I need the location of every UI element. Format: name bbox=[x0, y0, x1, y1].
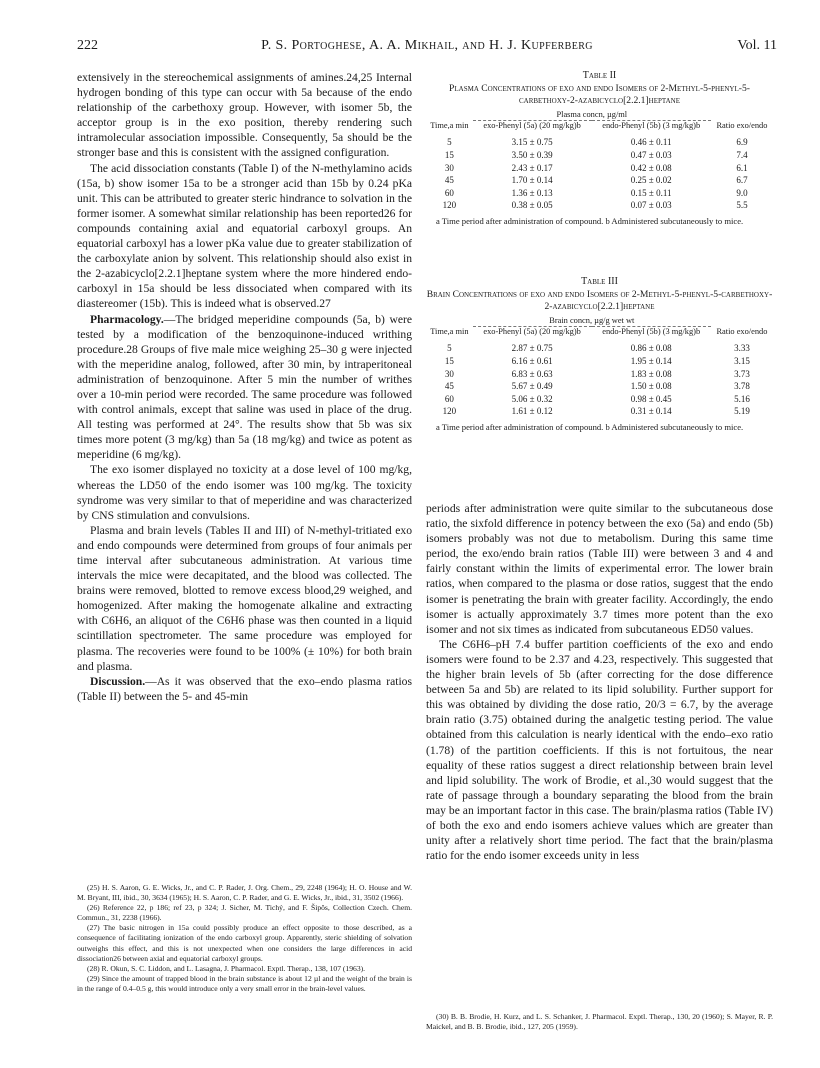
table-cell: 1.70 ± 0.14 bbox=[511, 175, 553, 186]
footnote: (27) The basic nitrogen in 15a could possibly produce an effect opposite to those described, as a consequence of facilitating ionization of the endo carboxyl group. Apparently, steric shielding of solvation outweighs this effect, and this is not unexpected when one considers the large differences in acid dissociation26 between axial and equatorial carboxyl groups. bbox=[77, 923, 412, 963]
left-footnotes bbox=[77, 883, 412, 994]
table-row bbox=[426, 187, 773, 200]
footnote: (28) R. Okun, S. C. Liddon, and L. Lasagna, J. Pharmacol. Exptl. Therap., 138, 107 (1963). bbox=[87, 963, 366, 973]
table-iii bbox=[426, 276, 773, 433]
table-cell: 1.95 ± 0.14 bbox=[630, 356, 672, 366]
table-cell: 5 bbox=[447, 343, 452, 354]
table-cell: 2.87 ± 0.75 bbox=[511, 343, 553, 354]
table-number: Table III bbox=[581, 276, 618, 287]
table-cell: 0.25 ± 0.02 bbox=[630, 175, 672, 186]
table-cell: 5.06 ± 0.32 bbox=[511, 393, 553, 404]
table-row bbox=[426, 355, 773, 368]
paragraph bbox=[77, 674, 412, 704]
paragraph: Plasma and brain levels (Tables II and III) of N-methyl-tritiated exo and endo compounds were determined from groups of four animals per time interval after subcutaneous administration. At various time intervals the mice were decapitated, and the blood was collected. The brains were removed, blotted to remove excess blood,29 weighed, and homogenized. After making the homogenate alkaline and extracting with C6H6, an aliquot of the C6H6 phase was then counted in a liquid scintillation spectrometer. The same procedure was employed for plasma. The recoveries were found to be 100% (± 10%) for both brain and plasma. bbox=[77, 523, 412, 673]
table-cell: 15 bbox=[444, 150, 454, 160]
column-header: Ratio exo/endo bbox=[716, 327, 768, 337]
table-cell: 5.16 bbox=[734, 393, 750, 404]
table-cell: 6.1 bbox=[736, 162, 748, 173]
column-header: Time,a min bbox=[430, 121, 469, 131]
table-row bbox=[426, 199, 773, 212]
left-column bbox=[77, 70, 412, 704]
data-table bbox=[426, 316, 773, 418]
table-cell: 0.31 ± 0.14 bbox=[630, 406, 672, 417]
group-header: Brain concn, µg/g wet wt bbox=[473, 316, 711, 327]
table-cell: 3.15 bbox=[734, 356, 750, 366]
table-cell: 3.33 bbox=[734, 343, 750, 354]
table-cell: 3.50 ± 0.39 bbox=[511, 150, 553, 160]
table-cell: 15 bbox=[444, 356, 454, 366]
footnote: (26) Reference 22, p 186; ref 23, p 324; J. Sicher, M. Tichý, and F. Šipŏs, Collection Czech. Chem. Commun., 31, 2238 (1966). bbox=[77, 903, 412, 923]
paragraph bbox=[77, 312, 412, 463]
table-cell: 0.42 ± 0.08 bbox=[630, 162, 672, 173]
right-footnotes bbox=[426, 1012, 773, 1032]
table-row bbox=[426, 380, 773, 393]
table-cell: 0.15 ± 0.11 bbox=[630, 187, 672, 198]
column-header: exo-Phenyl (5a) (20 mg/kg)b bbox=[483, 121, 581, 131]
table-cell: 120 bbox=[442, 200, 457, 211]
running-head bbox=[77, 38, 777, 56]
column-header: endo-Phenyl (5b) (3 mg/kg)b bbox=[602, 327, 701, 337]
table-cell: 5.19 bbox=[734, 406, 750, 417]
table-row bbox=[426, 337, 773, 355]
table-cell: 60 bbox=[444, 187, 454, 198]
column-header: Time,a min bbox=[430, 327, 469, 337]
table-cell: 0.38 ± 0.05 bbox=[511, 200, 553, 211]
table-cell: 2.43 ± 0.17 bbox=[511, 162, 553, 173]
table-cell: 0.47 ± 0.03 bbox=[630, 150, 672, 160]
table-ii bbox=[426, 70, 773, 227]
footnote: (25) H. S. Aaron, G. E. Wicks, Jr., and C. P. Rader, J. Org. Chem., 29, 2248 (1964); H. O. House and W. M. Bryant, III, ibid., 30, 3634 (1965); H. S. Aaron, C. P. Rader, and G. E. Wicks, Jr., ibid., 31, 3502 (1966). bbox=[77, 883, 412, 903]
table-cell: 5.67 ± 0.49 bbox=[511, 381, 553, 392]
table-cell: 45 bbox=[444, 381, 454, 392]
table-cell: 3.78 bbox=[734, 381, 750, 392]
table-cell: 5 bbox=[447, 137, 452, 148]
table-row bbox=[426, 162, 773, 175]
table-cell: 0.07 ± 0.03 bbox=[630, 200, 672, 211]
running-authors: P. S. Portoghese, A. A. Mikhail, and H. J. Kupferberg bbox=[261, 38, 593, 53]
table-cell: 60 bbox=[444, 393, 454, 404]
table-cell: 30 bbox=[444, 368, 454, 379]
table-cell: 1.83 ± 0.08 bbox=[630, 368, 672, 379]
table-cell: 7.4 bbox=[736, 150, 748, 160]
table-cell: 0.46 ± 0.11 bbox=[630, 137, 672, 148]
table-cell: 6.16 ± 0.61 bbox=[511, 356, 553, 366]
table-cell: 3.73 bbox=[734, 368, 750, 379]
footnote: (30) B. B. Brodie, H. Kurz, and L. S. Schanker, J. Pharmacol. Exptl. Therap., 130, 20 (1960); S. Mayer, R. P. Maickel, and B. B. Brodie, ibid., 127, 205 (1959). bbox=[426, 1012, 773, 1032]
table-cell: 1.36 ± 0.13 bbox=[511, 187, 553, 198]
paragraph: The exo isomer displayed no toxicity at a dose level of 100 mg/kg, whereas the LD50 of the endo isomer was 100 mg/kg. The toxicity syndrome was very similar to that of meperidine and was characterized by CNS stimulation and convulsions. bbox=[77, 463, 412, 522]
paragraph: extensively in the stereochemical assignments of amines.24,25 Internal hydrogen bonding of this type can occur with 5a because of the endo relationship of the carbethoxy group. However, with isomer 5b, the acceptor group is in the exo position, thereby rendering such intramolecular association impossible. Consequently, 5a should be the stronger base and this is consistent with the assigned configuration. bbox=[77, 71, 412, 160]
paragraph-text: —As it was observed that the exo–endo plasma ratios (Table II) between the 5- and 45-min bbox=[77, 674, 412, 703]
table-row bbox=[426, 149, 773, 162]
table-cell: 1.50 ± 0.08 bbox=[630, 381, 672, 392]
table-cell: 1.61 ± 0.12 bbox=[511, 406, 553, 417]
table-cell: 45 bbox=[444, 175, 454, 186]
table-footnote: a Time period after administration of compound. b Administered subcutaneously to mice. bbox=[436, 215, 744, 226]
table-cell: 0.98 ± 0.45 bbox=[630, 393, 672, 404]
table-cell: 0.86 ± 0.08 bbox=[630, 343, 672, 354]
table-cell: 6.9 bbox=[736, 137, 748, 148]
table-row bbox=[426, 368, 773, 381]
table-caption: Plasma Concentrations of exo and endo Isomers of 2-Methyl-5-phenyl-5-carbethoxy-2-azabicyclo[2.2.1]heptane bbox=[449, 83, 750, 107]
right-column bbox=[426, 501, 773, 863]
paragraph: The C6H6–pH 7.4 buffer partition coefficients of the exo and endo isomers were found to be 2.37 and 4.23, respectively. This suggested that the higher brain levels of 5b (after correcting for the dose difference between 5a and 5b) are related to its lipid solubility. Further support for this was obtained by dividing the dose ratio, 20/3 = 6.7, by the average brain ratio (3.75) obtained during the analgetic testing period. The value obtained from this calculation is nearly identical with the endo–exo ratio (1.78) of the partition coefficients. If this is not fortuitous, the near equality of these ratios suggest a direct relationship between brain level and lipid solubility. The work of Brodie, et al.,30 would suggest that the rate of passage through a boundary separating the blood from the brain may be an important factor in this case. The brain/plasma ratios (Table IV) of both the exo and endo isomers achieve values which are greater than unity after a relatively short time period. The fact that the brain/plasma ratio for the endo isomer exceeds unity in less bbox=[426, 637, 773, 863]
column-header: Ratio exo/endo bbox=[716, 121, 768, 131]
paragraph-text: —The bridged meperidine compounds (5a, b) were tested by a modification of the benzoquinone-induced writhing procedure.28 Groups of five male mice weighing 25–30 g were injected with the meperidine analog, followed, after 30 min, by intraperitoneal administration of benzoquinone. After 5 min the number of writhes over a 10-min period were recorded. The same procedure was followed with control animals, except that saline was used in place of the drug. All testing was performed at 24°. The results show that 5b was six times more potent (3 mg/kg) than 5a (18 mg/kg) and twice as potent as meperidine (6 mg/kg). bbox=[77, 312, 412, 462]
table-row bbox=[426, 174, 773, 187]
table-caption: Brain Concentrations of exo and endo Isomers of 2-Methyl-5-phenyl-5-carbethoxy-2-azabicyclo[2.2.1]heptane bbox=[426, 289, 773, 313]
column-header: exo-Phenyl (5a) (20 mg/kg)b bbox=[483, 327, 581, 337]
section-heading: Pharmacology. bbox=[90, 312, 164, 326]
paragraph: The acid dissociation constants (Table I) of the N-methylamino acids (15a, b) show isomer 15a to be a stronger acid than 15b by 0.24 pKa unit. This can be attributed to greater steric hindrance to solvation in the former isomer. A somewhat similar relationship has been reported26 for compounds containing axial and equatorial carboxyl groups. An equatorial carboxyl has a lower pKa value due to greater stabilization of the carboxylate anion by solvent. This relationship should also exist in the 2-azabicyclo[2.2.1]heptane system where the more hindered endo-carboxyl in 15a should be less dissociated when compared with its diastereomer (15b). This is indeed what is observed.27 bbox=[77, 161, 412, 311]
table-body bbox=[426, 131, 773, 212]
table-cell: 5.5 bbox=[736, 200, 748, 211]
table-cell: 6.7 bbox=[736, 175, 748, 186]
table-footnote: a Time period after administration of compound. b Administered subcutaneously to mice. bbox=[436, 421, 744, 432]
group-header: Plasma concn, µg/ml bbox=[473, 110, 711, 121]
table-cell: 6.83 ± 0.63 bbox=[511, 368, 553, 379]
table-row bbox=[426, 405, 773, 418]
volume-label: Vol. 11 bbox=[737, 38, 777, 53]
table-number: Table II bbox=[582, 70, 617, 81]
table-cell: 30 bbox=[444, 162, 454, 173]
section-heading: Discussion. bbox=[90, 674, 146, 688]
footnote: (29) Since the amount of trapped blood in the brain substance is about 12 µl and the weight of the brain is in the range of 0.4–0.5 g, this would introduce only a very small error in the brain-level values. bbox=[77, 973, 412, 993]
column-header: endo-Phenyl (5b) (3 mg/kg)b bbox=[602, 121, 701, 131]
table-cell: 120 bbox=[442, 406, 457, 417]
table-row bbox=[426, 131, 773, 149]
table-row bbox=[426, 393, 773, 406]
table-body bbox=[426, 337, 773, 418]
paragraph: periods after administration were quite similar to the subcutaneous dose ratio, the sixfold difference in potency between the exo (5a) and endo (5b) isomers probably was not due to metabolism. During this same time period, the exo/endo brain ratios (Table III) were between 3 and 4 and fairly constant within the limits of experimental error. The lower brain ratios, when compared to the plasma or dose ratios, suggest that the endo isomer is penetrating the brain with greater facility. Accordingly, the endo isomer is actually approximately 3.7 times more potent than the exo isomer and not six times as indicated from subcutaneous ED50 values. bbox=[426, 502, 773, 636]
page-number: 222 bbox=[77, 38, 98, 53]
table-cell: 9.0 bbox=[736, 187, 748, 198]
data-table bbox=[426, 110, 773, 212]
table-cell: 3.15 ± 0.75 bbox=[511, 137, 553, 148]
